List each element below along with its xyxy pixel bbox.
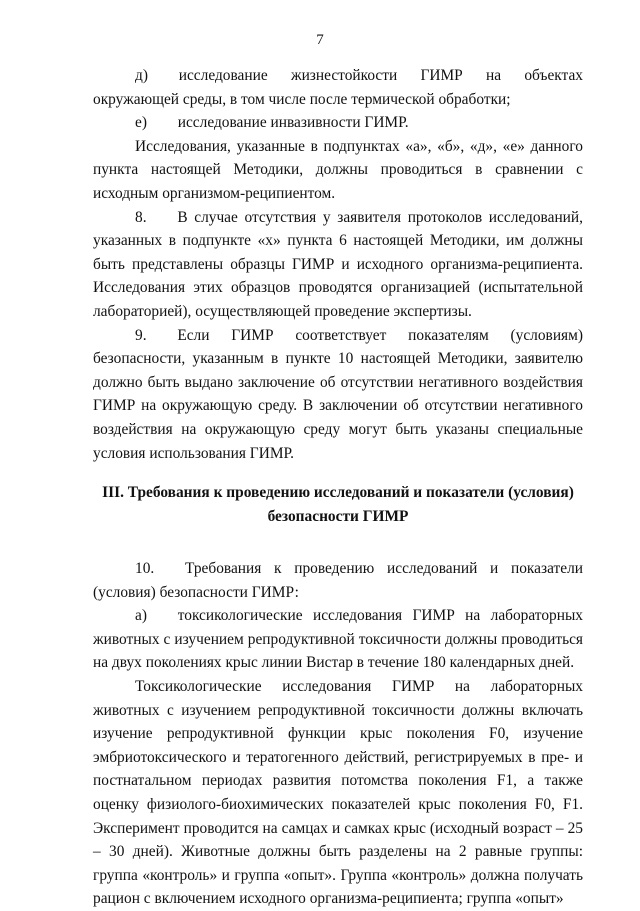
paragraph-comparison-note: Исследования, указанные в подпунктах «а», «б», «д», «е» данного пункта настоящей Методики, должны проводиться в сравнении с исходным организмом-реципиентом.: [93, 137, 583, 202]
page-number: 7: [316, 32, 324, 48]
section-heading: [93, 481, 583, 529]
section-heading-line-2: безопасности ГИМР: [267, 508, 409, 526]
paragraph-item-10: 10. Требования к проведению исследований и показатели (условия) безопасности ГИМР:: [93, 560, 583, 601]
paragraph-subitem-e: е) исследование инвазивности ГИМР.: [135, 114, 409, 132]
paragraph-item-9: 9. Если ГИМР соответствует показателям (условиям) безопасности, указанным в пункте 10 настоящей Методики, заявителю должно быть выдано заключение об отсутствии негативного воздействия ГИМР на окружающую среду. В заключении об отсутствии негативного воздействия на окружающую среду могут быть указаны специальные условия использования ГИМР.: [93, 326, 583, 462]
section-heading-line-1: III. Требования к проведению исследований и показатели (условия): [102, 484, 574, 502]
paragraph-item-8: 8. В случае отсутствия у заявителя протоколов исследований, указанных в подпункте «х» пункта 6 настоящей Методики, им должны быть представлены образцы ГИМР и исходного организма-реципиента. Исследования этих образцов проводятся организацией (испытательной лабораторией), осуществляющей проведение экспертизы.: [93, 208, 583, 320]
paragraph-subitem-a: а) токсикологические исследования ГИМР на лабораторных животных с изучением репродуктивной токсичности должны проводиться на двух поколениях крыс линии Вистар в течение 180 календарных дней.: [93, 607, 583, 672]
paragraph-toxicology-details: Токсикологические исследования ГИМР на лабораторных животных с изучением репродуктивной токсичности должны включать изучение репродуктивной функции крыс поколения F0, изучение эмбриотоксического и тератогенного действий, регистрируемых в пре- и постнатальном периодах развития потомства поколения F1, а также оценку физиолого-биохимических показателей крыс поколения F0, F1. Эксперимент проводится на самцах и самках крыс (исходный возраст – 25 – 30 дней). Животные должны быть разделены на 2 равные группы: группа «контроль» и группа «опыт». Группа «контроль» должна получать рацион с включением исходного организма-реципиента; группа «опыт»: [93, 678, 583, 908]
document-body: [93, 64, 583, 911]
paragraph-subitem-d: д) исследование жизнестойкости ГИМР на объектах окружающей среды, в том числе после термической обработки;: [93, 67, 583, 108]
